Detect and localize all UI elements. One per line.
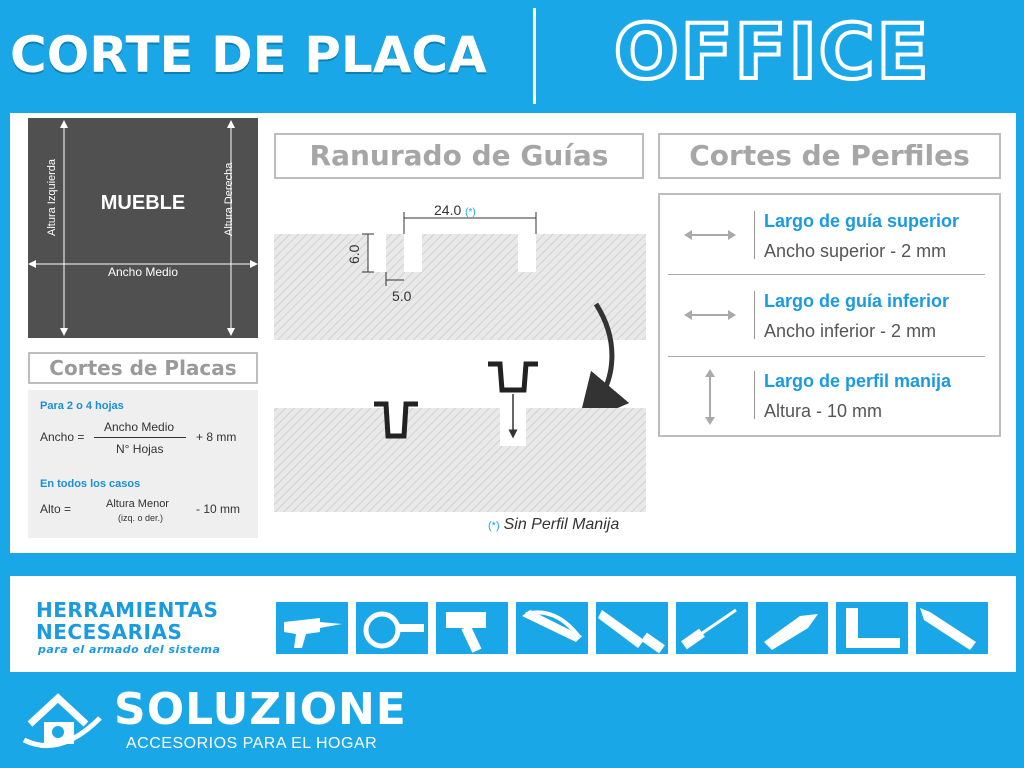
row-separator [754, 291, 755, 339]
row-separator [754, 371, 755, 419]
perfil-row-label: Largo de guía inferior [764, 291, 950, 311]
pencil-icon [916, 602, 988, 654]
perfil-row-label: Largo de perfil manija [764, 371, 952, 391]
file-icon [596, 602, 668, 654]
perfiles-table [658, 193, 1001, 437]
formula-head-2: En todos los casos [40, 478, 141, 490]
tape-measure-icon [356, 602, 428, 654]
perfil-row [668, 355, 985, 433]
brand-tagline: ACCESORIOS PARA EL HOGAR [126, 735, 378, 752]
sin-perfil-note [488, 516, 619, 534]
ancho-add: + 8 mm [196, 430, 237, 444]
perfil-row [668, 195, 985, 273]
note-text: Sin Perfil Manija [503, 516, 620, 533]
horizontal-arrow-icon [682, 215, 738, 255]
ranurado-diagram [274, 190, 646, 519]
brand-logo-icon [20, 688, 106, 752]
alto-numerator-sub: (izq. o der.) [118, 513, 164, 523]
cortes-placas-title: Cortes de Placas [28, 352, 258, 384]
dim-groove-label: 5.0 [392, 288, 412, 304]
tools-subtitle: para el armado del sistema [38, 643, 221, 656]
alto-sub: - 10 mm [196, 502, 241, 516]
formula-head-1: Para 2 o 4 hojas [40, 400, 124, 412]
brand-name: SOLUZIONE [114, 684, 407, 735]
fraction-line [94, 437, 186, 438]
square-ruler-icon [836, 602, 908, 654]
perfil-row [668, 275, 985, 353]
title-divider [533, 8, 536, 104]
perfiles-title: Cortes de Perfiles [658, 133, 1001, 179]
ancho-medio-label: Ancho Medio [107, 265, 179, 279]
ranurado-title: Ranurado de Guías [274, 133, 644, 179]
vertical-arrow-icon [682, 367, 738, 427]
utility-knife-icon [756, 602, 828, 654]
dim-width-label: 24.0 [434, 202, 462, 218]
ancho-denominator: N° Hojas [116, 442, 164, 456]
awl-icon [676, 602, 748, 654]
dim-depth-label: 6.0 [346, 244, 362, 264]
alto-numerator: Altura Menor [106, 498, 169, 510]
alto-label: Alto = [40, 502, 72, 516]
row-separator [754, 211, 755, 259]
perfil-row-value: Altura - 10 mm [764, 401, 883, 421]
groove-drawing [274, 190, 646, 515]
ancho-label: Ancho = [40, 430, 85, 444]
drill-icon [276, 602, 348, 654]
note-mark: (*) [488, 520, 500, 532]
altura-izquierda-label: Altura Izquierda [46, 158, 58, 236]
ancho-numerator: Ancho Medio [104, 420, 175, 434]
perfil-row-value: Ancho superior - 2 mm [764, 241, 947, 261]
perfil-row-label: Largo de guía superior [764, 211, 960, 231]
dim-width-mark: (*) [465, 207, 476, 218]
hammer-icon [436, 602, 508, 654]
page-title: CORTE DE PLACA [10, 26, 487, 84]
tools-title-line1: HERRAMIENTAS [36, 598, 219, 622]
tools-title-line2: NECESARIAS [36, 620, 183, 644]
hacksaw-icon [516, 602, 588, 654]
product-line-title: OFFICE [614, 7, 931, 96]
perfil-row-value: Ancho inferior - 2 mm [764, 321, 937, 341]
mueble-label: MUEBLE [100, 192, 186, 214]
horizontal-arrow-icon [682, 295, 738, 335]
formulas-box [28, 390, 258, 538]
altura-derecha-label: Altura Derecha [223, 162, 235, 236]
